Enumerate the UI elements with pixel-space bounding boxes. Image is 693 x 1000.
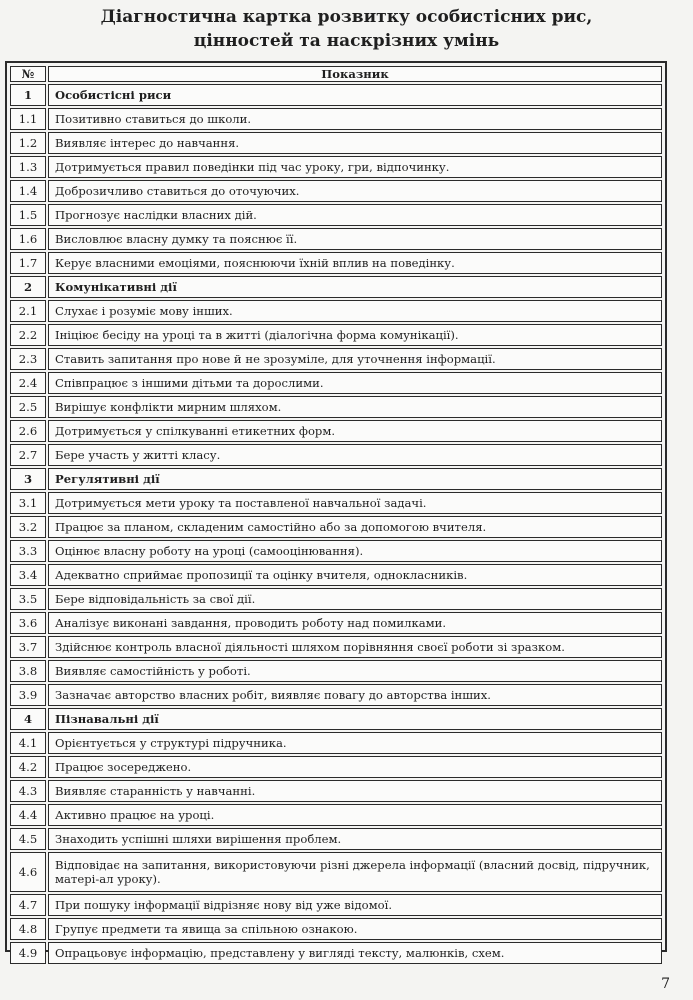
- indicator-text-cell: Бере участь у житті класу.: [48, 444, 662, 466]
- table-row: [10, 756, 662, 778]
- column-header-indicator: Показник: [48, 66, 662, 82]
- indicator-text-cell: Відповідає на запитання, використовуючи різні джерела інформації (власний досвід, підручник, матері-ал уроку).: [48, 852, 662, 892]
- page-number: 7: [661, 976, 670, 992]
- table-row: [10, 612, 662, 634]
- row-number-cell: 3.7: [10, 636, 46, 658]
- indicator-text-cell: Керує власними емоціями, пояснюючи їхній вплив на поведінку.: [48, 252, 662, 274]
- row-number-cell: 4.1: [10, 732, 46, 754]
- table-row: [10, 180, 662, 202]
- indicator-text-cell: Групує предмети та явища за спільною ознакою.: [48, 918, 662, 940]
- table-row: [10, 852, 662, 892]
- row-number-cell: 4.4: [10, 804, 46, 826]
- row-number-cell: 3.8: [10, 660, 46, 682]
- row-number-cell: 3.5: [10, 588, 46, 610]
- table-row: [10, 156, 662, 178]
- row-number-cell: 4.9: [10, 942, 46, 964]
- table-row: [10, 300, 662, 322]
- indicator-text-cell: Доброзичливо ставиться до оточуючих.: [48, 180, 662, 202]
- indicator-text-cell: Позитивно ставиться до школи.: [48, 108, 662, 130]
- table-row: [10, 732, 662, 754]
- row-number-cell: 3.6: [10, 612, 46, 634]
- table-row: [10, 684, 662, 706]
- table-section-row: [10, 468, 662, 490]
- table-row: [10, 228, 662, 250]
- row-number-cell: 3.3: [10, 540, 46, 562]
- indicator-text-cell: Активно працює на уроці.: [48, 804, 662, 826]
- indicator-text-cell: Адекватно сприймає пропозиції та оцінку вчителя, однокласників.: [48, 564, 662, 586]
- row-number-cell: 2: [10, 276, 46, 298]
- section-title-cell: Регулятивні дії: [48, 468, 662, 490]
- table-section-row: [10, 276, 662, 298]
- row-number-cell: 4.8: [10, 918, 46, 940]
- row-number-cell: 1.6: [10, 228, 46, 250]
- section-title-cell: Особистісні риси: [48, 84, 662, 106]
- indicator-text-cell: Співпрацює з іншими дітьми та дорослими.: [48, 372, 662, 394]
- row-number-cell: 2.3: [10, 348, 46, 370]
- page-title-line-2: цінностей та наскрізних умінь: [193, 31, 500, 51]
- table-row: [10, 942, 662, 964]
- page-title: [0, 5, 693, 53]
- row-number-cell: 1.5: [10, 204, 46, 226]
- indicator-text-cell: Висловлює власну думку та пояснює її.: [48, 228, 662, 250]
- indicator-text-cell: Слухає і розуміє мову інших.: [48, 300, 662, 322]
- page-title-line-1: Діагностична картка розвитку особистісних рис,: [100, 7, 593, 27]
- table-row: [10, 540, 662, 562]
- indicator-table-frame: [5, 61, 667, 960]
- indicator-text-cell: Зазначає авторство власних робіт, виявляє повагу до авторства інших.: [48, 684, 662, 706]
- row-number-cell: 3.9: [10, 684, 46, 706]
- table-header-row: [10, 66, 662, 82]
- indicator-text-cell: Оцінює власну роботу на уроці (самооцінювання).: [48, 540, 662, 562]
- indicator-text-cell: Опрацьовує інформацію, представлену у вигляді тексту, малюнків, схем.: [48, 942, 662, 964]
- row-number-cell: 3.1: [10, 492, 46, 514]
- row-number-cell: 3.2: [10, 516, 46, 538]
- row-number-cell: 2.1: [10, 300, 46, 322]
- table-row: [10, 804, 662, 826]
- table-section-row: [10, 84, 662, 106]
- row-number-cell: 4.6: [10, 852, 46, 892]
- indicator-text-cell: Бере відповідальність за свої дії.: [48, 588, 662, 610]
- table-row: [10, 516, 662, 538]
- table-row: [10, 420, 662, 442]
- row-number-cell: 2.4: [10, 372, 46, 394]
- table-row: [10, 588, 662, 610]
- row-number-cell: 3: [10, 468, 46, 490]
- indicator-text-cell: Ініціює бесіду на уроці та в житті (діалогічна форма комунікації).: [48, 324, 662, 346]
- indicator-text-cell: Дотримується мети уроку та поставленої навчальної задачі.: [48, 492, 662, 514]
- table-row: [10, 564, 662, 586]
- row-number-cell: 2.5: [10, 396, 46, 418]
- row-number-cell: 4.7: [10, 894, 46, 916]
- indicator-text-cell: Здійснює контроль власної діяльності шляхом порівняння своєї роботи зі зразком.: [48, 636, 662, 658]
- table-row: [10, 204, 662, 226]
- table-row: [10, 348, 662, 370]
- row-number-cell: 2.7: [10, 444, 46, 466]
- indicator-table: [8, 64, 664, 966]
- table-row: [10, 828, 662, 850]
- section-title-cell: Комунікативні дії: [48, 276, 662, 298]
- row-number-cell: 4.2: [10, 756, 46, 778]
- table-row: [10, 108, 662, 130]
- row-number-cell: 3.4: [10, 564, 46, 586]
- column-header-number: №: [10, 66, 46, 82]
- table-row: [10, 252, 662, 274]
- indicator-text-cell: Виявляє старанність у навчанні.: [48, 780, 662, 802]
- row-number-cell: 1: [10, 84, 46, 106]
- table-section-row: [10, 708, 662, 730]
- indicator-text-cell: Орієнтується у структурі підручника.: [48, 732, 662, 754]
- row-number-cell: 2.6: [10, 420, 46, 442]
- indicator-text-cell: Знаходить успішні шляхи вирішення проблем.: [48, 828, 662, 850]
- indicator-text-cell: Дотримується правил поведінки під час уроку, гри, відпочинку.: [48, 156, 662, 178]
- table-row: [10, 492, 662, 514]
- indicator-text-cell: При пошуку інформації відрізняє нову від уже відомої.: [48, 894, 662, 916]
- table-row: [10, 918, 662, 940]
- row-number-cell: 1.1: [10, 108, 46, 130]
- table-row: [10, 780, 662, 802]
- indicator-text-cell: Аналізує виконані завдання, проводить роботу над помилками.: [48, 612, 662, 634]
- row-number-cell: 4.3: [10, 780, 46, 802]
- indicator-text-cell: Ставить запитання про нове й не зрозуміле, для уточнення інформації.: [48, 348, 662, 370]
- indicator-text-cell: Виявляє самостійність у роботі.: [48, 660, 662, 682]
- table-row: [10, 660, 662, 682]
- row-number-cell: 1.3: [10, 156, 46, 178]
- row-number-cell: 4: [10, 708, 46, 730]
- indicator-text-cell: Прогнозує наслідки власних дій.: [48, 204, 662, 226]
- section-title-cell: Пізнавальні дії: [48, 708, 662, 730]
- table-row: [10, 894, 662, 916]
- table-row: [10, 324, 662, 346]
- row-number-cell: 1.7: [10, 252, 46, 274]
- row-number-cell: 1.4: [10, 180, 46, 202]
- indicator-text-cell: Дотримується у спілкуванні етикетних форм.: [48, 420, 662, 442]
- table-row: [10, 132, 662, 154]
- row-number-cell: 2.2: [10, 324, 46, 346]
- indicator-text-cell: Виявляє інтерес до навчання.: [48, 132, 662, 154]
- indicator-text-cell: Працює зосереджено.: [48, 756, 662, 778]
- row-number-cell: 4.5: [10, 828, 46, 850]
- indicator-text-cell: Працює за планом, складеним самостійно або за допомогою вчителя.: [48, 516, 662, 538]
- table-row: [10, 636, 662, 658]
- row-number-cell: 1.2: [10, 132, 46, 154]
- table-row: [10, 444, 662, 466]
- indicator-text-cell: Вирішує конфлікти мирним шляхом.: [48, 396, 662, 418]
- table-row: [10, 396, 662, 418]
- table-row: [10, 372, 662, 394]
